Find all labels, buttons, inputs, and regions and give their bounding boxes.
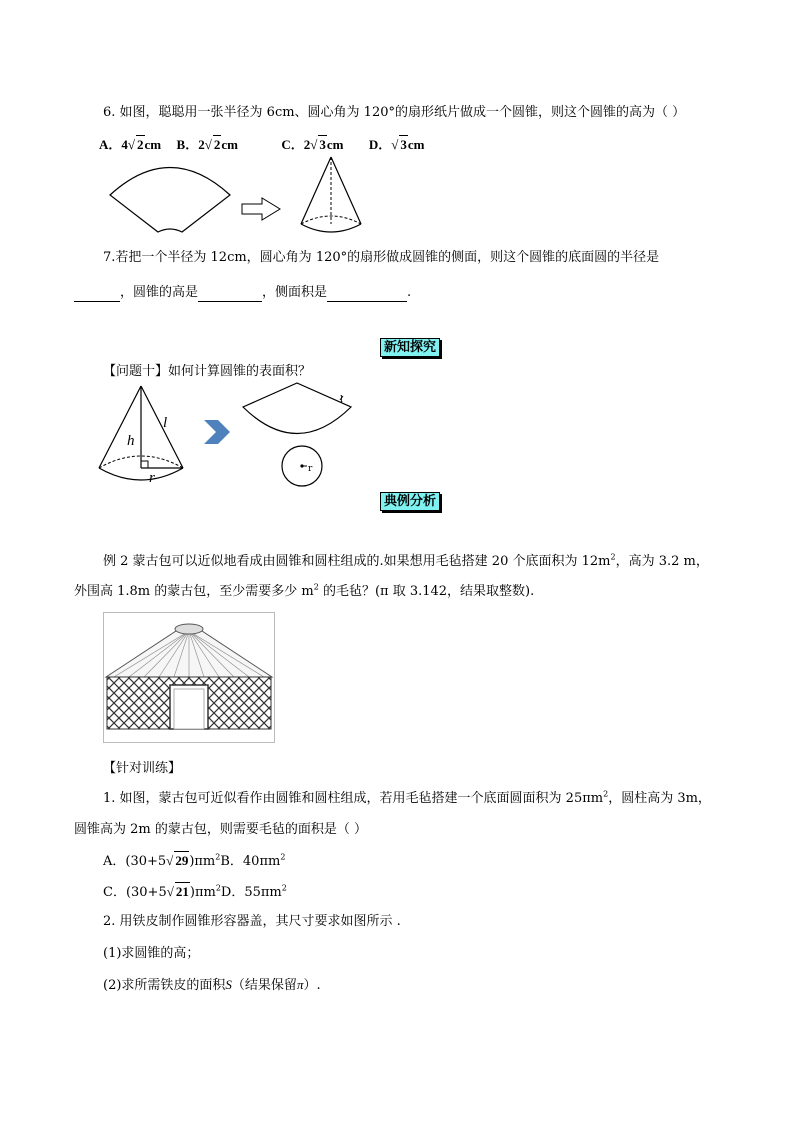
sector-label-l: l — [340, 395, 343, 405]
t1-option-a-pre: A．(30+5 — [103, 854, 167, 869]
example2-line2-tail: 的毛毡？(π 取 3.142，结果取整数). — [318, 584, 535, 599]
section-tag-example: 典例分析 — [380, 492, 440, 511]
sqrt-symbol-icon: √ 29 — [166, 853, 189, 868]
q6-option-c-unit: cm — [326, 137, 344, 152]
example2-line2-sup: 2 — [313, 582, 319, 592]
sqrt-symbol-icon: √ 2 — [204, 137, 221, 152]
q7-text-area: ，侧面积是 — [262, 285, 328, 300]
cone-net-diagram — [0, 0, 794, 500]
t2-sub1: (1)求圆锥的高； — [103, 946, 200, 961]
q7-line1: 7.若把一个半径为 12cm，圆心角为 120°的扇形做成圆锥的侧面，则这个圆锥的底面圆的半径是 — [103, 250, 660, 265]
example2-line2-text: 外围高 1.8m 的蒙古包，至少需要多少 m — [74, 584, 314, 599]
t1-line2: 圆锥高为 2m 的蒙古包，则需要毛毡的面积是（ ） — [74, 822, 367, 837]
t2-sub2-var: S — [225, 977, 232, 992]
yurt-drawing — [104, 613, 274, 742]
sqrt-symbol-icon: √ 21 — [166, 884, 189, 899]
t2-line1: 2. 用铁皮制作圆锥形容器盖，其尺寸要求如图所示 . — [103, 914, 401, 929]
t1-option-c[interactable] — [103, 885, 221, 900]
t1-option-a-radicand: 29 — [175, 853, 189, 868]
sqrt-symbol-icon: √ 2 — [127, 137, 144, 152]
t1-option-b-sup: 2 — [280, 852, 286, 862]
q6-option-d-label: D． — [368, 137, 392, 152]
training-title: 【针对训练】 — [103, 761, 182, 776]
t1-options-cd — [103, 882, 287, 902]
t1-line1-sup: 2 — [603, 789, 609, 799]
sqrt-symbol-icon: √ 3 — [310, 137, 326, 152]
q6-option-b-unit: cm — [221, 137, 238, 152]
q6-option-a-radicand: 2 — [137, 137, 144, 152]
q6-option-c-radicand: 3 — [319, 137, 326, 152]
q6-option-d-radicand: 3 — [400, 137, 407, 152]
q6-option-a-unit: cm — [144, 137, 162, 152]
example2-line2 — [74, 583, 534, 601]
chevron-right-icon — [204, 420, 230, 444]
t1-option-a-post: )πm — [189, 854, 216, 869]
t1-option-b[interactable] — [220, 854, 285, 869]
q6-stem: 6. 如图，聪聪用一张半径为 6cm、圆心角为 120°的扇形纸片做成一个圆锥，则这个圆锥的高为（ ） — [103, 105, 686, 120]
cone-label-h: h — [127, 433, 135, 449]
cone-label-r: r — [149, 470, 155, 486]
t2-sub2 — [103, 976, 321, 995]
t1-option-c-sup: 2 — [215, 883, 221, 893]
t1-option-a-sup: 2 — [215, 852, 221, 862]
example2-line1 — [103, 553, 709, 571]
t1-option-b-text: B．40πm — [220, 854, 281, 869]
t2-sub2-end: ）. — [303, 978, 321, 993]
example2-line1-tail: ，高为 3.2 m， — [615, 554, 709, 569]
t2-sub2-pi: π — [296, 977, 304, 992]
t1-option-d[interactable] — [221, 885, 287, 900]
q6-option-b-radicand: 2 — [213, 137, 221, 152]
t1-option-c-pre: C．(30+5 — [103, 885, 167, 900]
q6-option-a-label: A．4 — [99, 137, 128, 152]
q6-option-b-label: B．2 — [176, 137, 205, 152]
t2-sub2-text: (2)求所需铁皮的面积 — [103, 978, 226, 993]
cone-with-labels — [99, 386, 183, 480]
t1-line1-tail: ，圆柱高为 3m， — [608, 791, 711, 806]
t1-option-c-post: )πm — [189, 885, 216, 900]
t1-options-ab — [103, 851, 285, 871]
q7-text-height: ，圆锥的高是 — [120, 285, 199, 300]
base-circle-net — [282, 446, 322, 486]
t2-sub2-mid: （结果保留 — [231, 978, 297, 993]
q6-option-d-unit: cm — [407, 137, 425, 152]
sector-net — [243, 383, 351, 434]
sqrt-symbol-icon: √ 3 — [391, 137, 407, 152]
section-tag-new: 新知探究 — [380, 338, 440, 357]
q7-text-end: . — [407, 285, 412, 300]
t1-option-c-radicand: 21 — [175, 884, 189, 899]
yurt-image — [103, 612, 275, 743]
t1-option-d-sup: 2 — [281, 883, 287, 893]
t1-line1-text: 1. 如图，蒙古包可近似看作由圆锥和圆柱组成，若用毛毡搭建一个底面圆面积为 25πm — [103, 791, 604, 806]
example2-line1-text: 例 2 蒙古包可以近似地看成由圆锥和圆柱组成的.如果想用毛毡搭建 20 个底面积为 12m — [103, 554, 611, 569]
t1-line1 — [103, 790, 711, 808]
problem10-title: 【问题十】如何计算圆锥的表面积？ — [103, 364, 312, 379]
circle-label-r: r — [308, 464, 313, 474]
q6-option-c-label: C．2 — [281, 137, 311, 152]
t1-option-a[interactable] — [103, 854, 220, 869]
example2-line1-sup: 2 — [610, 552, 616, 562]
cone-label-l: l — [163, 415, 168, 431]
t1-option-d-text: D．55πm — [220, 885, 282, 900]
